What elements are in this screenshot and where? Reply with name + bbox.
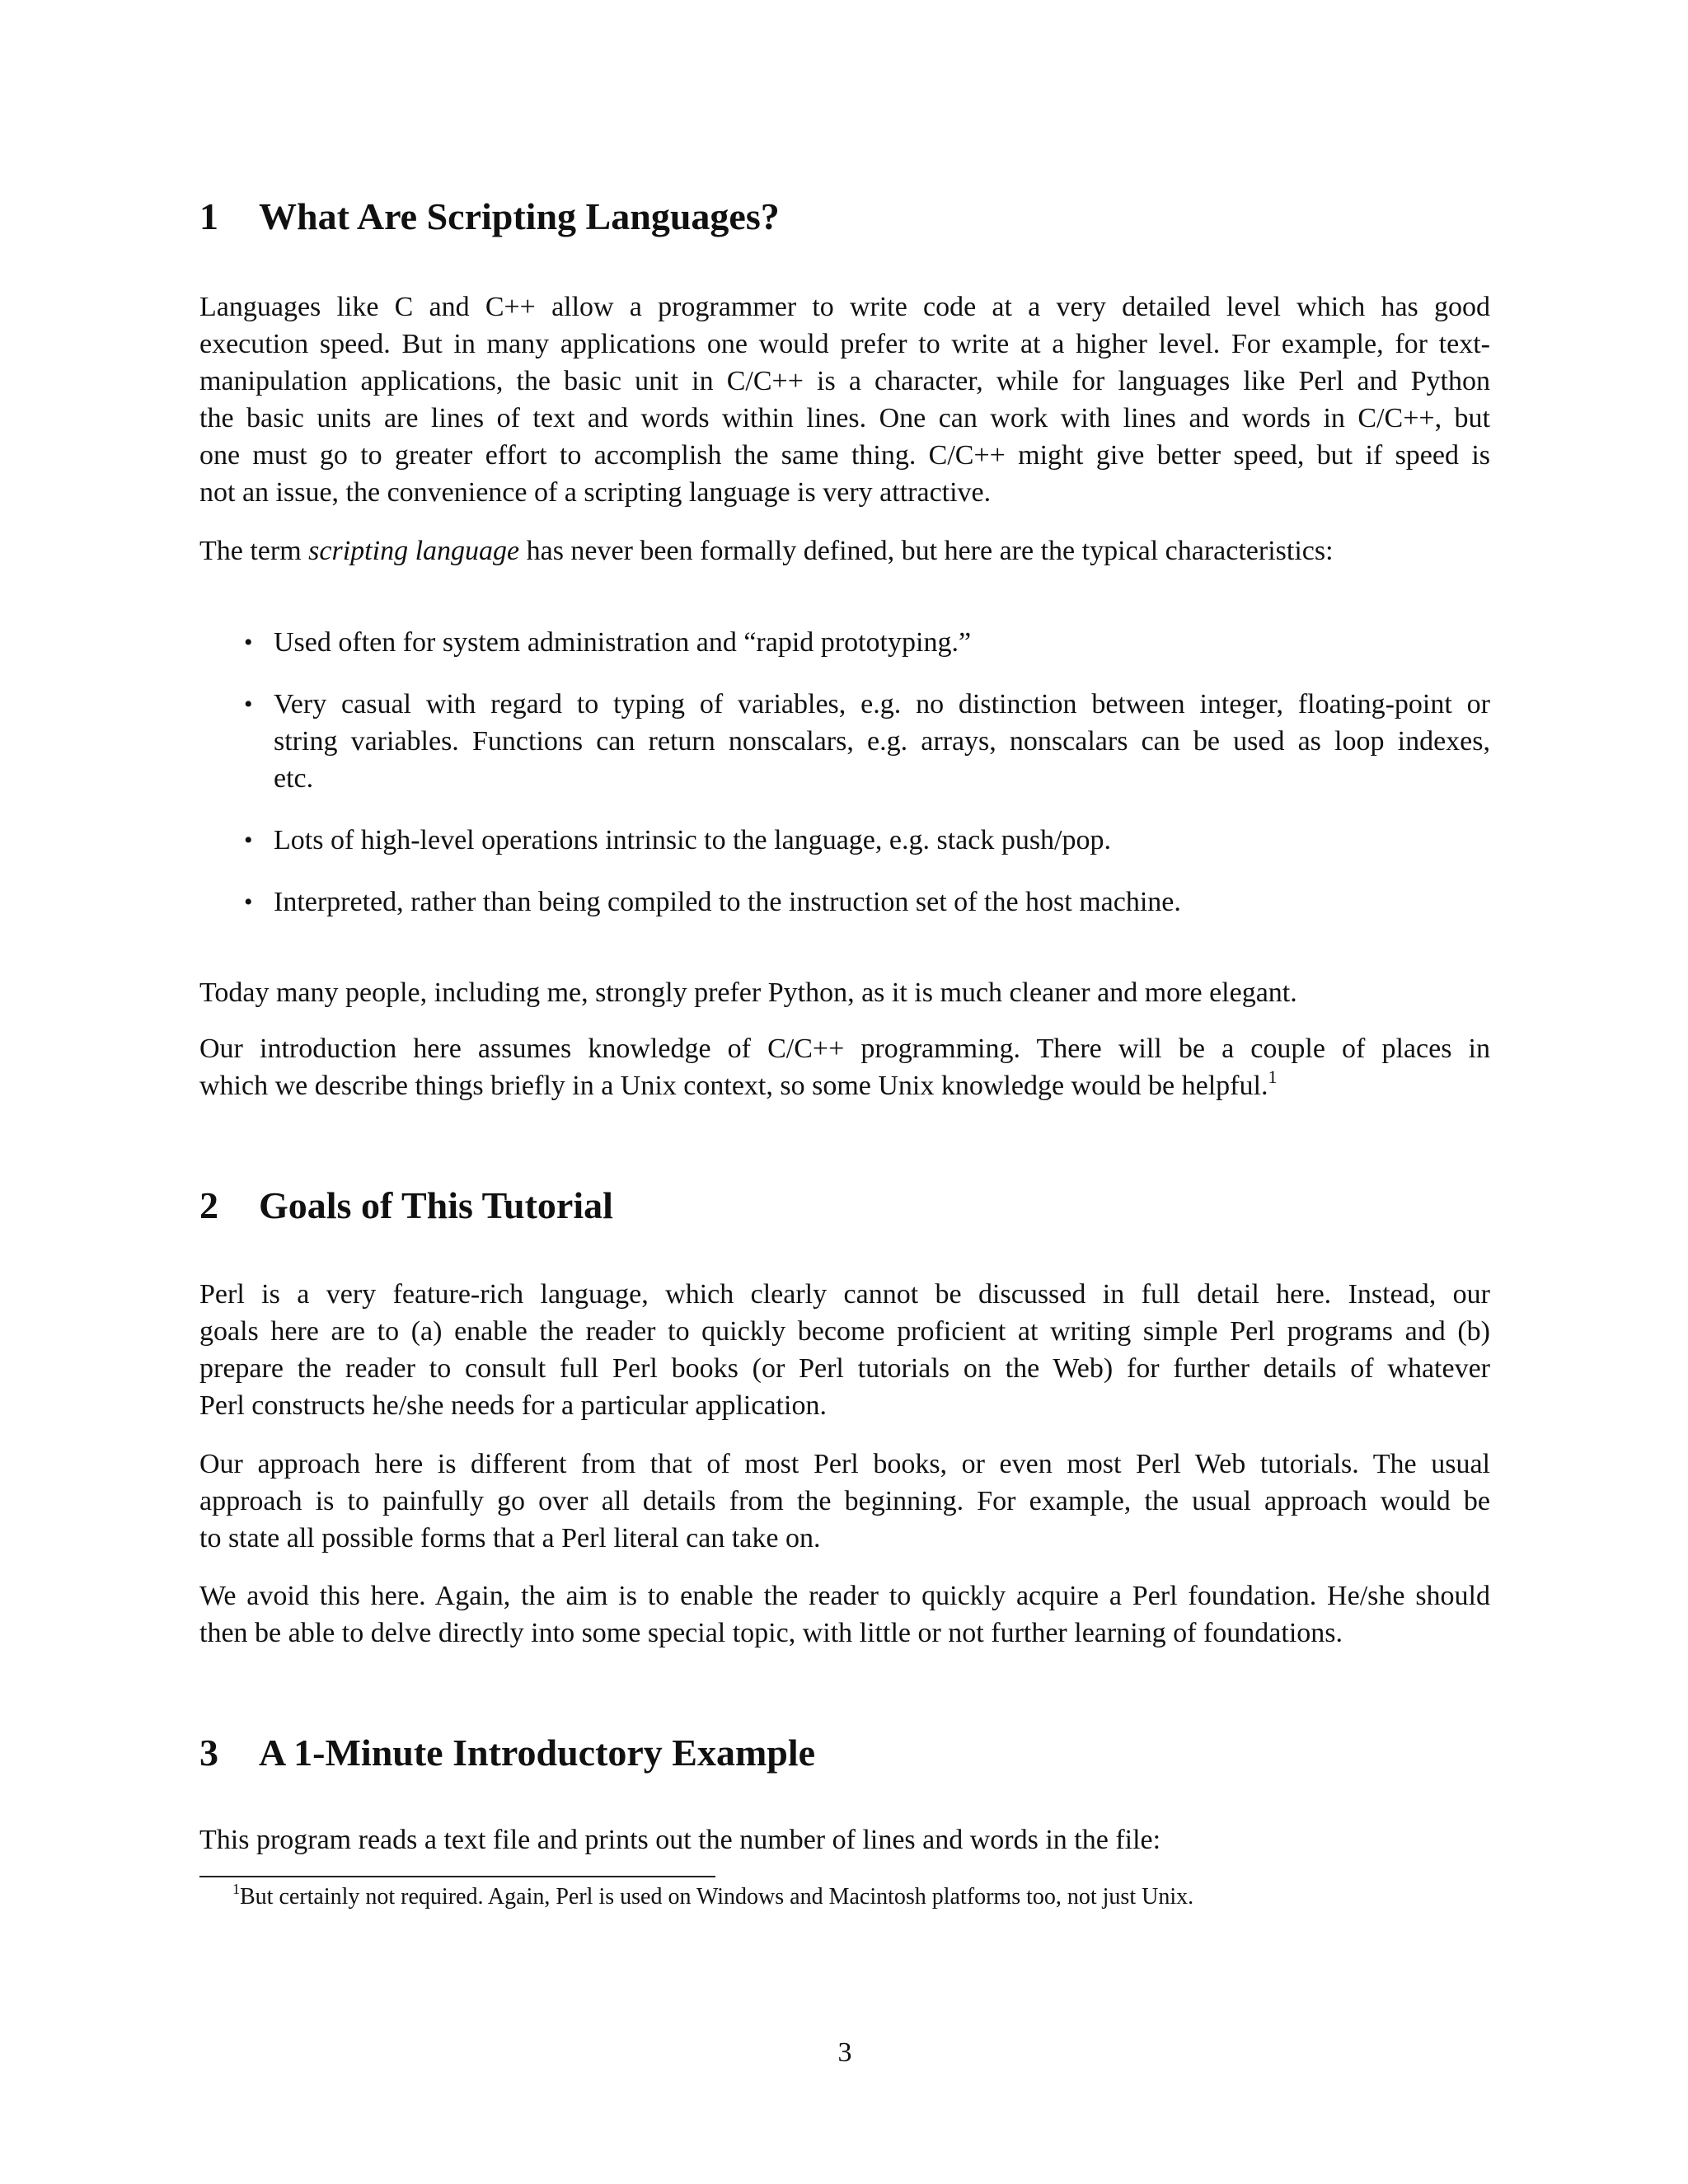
bullet-icon: • [244,691,253,718]
text-line: Our approach here is different from that of most Perl books, or even most Perl Web tutorials. The usual [199,1449,1490,1479]
text-line: to state all possible forms that a Perl literal can take on. [199,1523,821,1554]
paragraph-assumptions [199,1030,1490,1104]
text-line: Very casual with regard to typing of variables, e.g. no distinction between integer, floating-point or [274,689,1490,719]
text-line: manipulation applications, the basic unit in C/C++ is a character, while for languages like Perl and Python [199,366,1490,396]
page-number: 3 [837,2037,852,2068]
text-line [199,1067,1490,1104]
footnote-text: But certainly not required. Again, Perl is used on Windows and Macintosh platforms too, not just Unix. [240,1884,1194,1910]
footnote-marker: 1 [232,1881,240,1897]
term-intro-after: has never been formally defined, but here are the typical characteristics: [519,536,1334,566]
footnote-divider [199,1876,715,1877]
text-line: string variables. Functions can return nonscalars, e.g. arrays, nonscalars can be used as loop indexes, [274,726,1490,757]
text-line: We avoid this here. Again, the aim is to enable the reader to quickly acquire a Perl foundation. He/she should [199,1581,1490,1611]
text-line: the basic units are lines of text and words within lines. One can work with lines and words in C/C++, but [199,403,1490,434]
text-line: execution speed. But in many applications one would prefer to write at a higher level. For example, for text- [199,329,1490,359]
text-line: one must go to greater effort to accomplish the same thing. C/C++ might give better speed, but if speed is [199,440,1490,471]
text-line: prepare the reader to consult full Perl books (or Perl tutorials on the Web) for further details of whatever [199,1353,1490,1384]
text-line: Today many people, including me, strongly prefer Python, as it is much cleaner and more elegant. [199,977,1297,1008]
text-line: goals here are to (a) enable the reader to quickly become proficient at writing simple Perl programs and (b) [199,1316,1490,1347]
text-line: Perl constructs he/she needs for a particular application. [199,1390,827,1421]
text-line: then be able to delve directly into some special topic, with little or not further learning of foundations. [199,1618,1343,1648]
text-line: etc. [274,763,314,794]
section-heading-1 [199,195,780,237]
footnote-reference: 1 [1268,1066,1278,1087]
text-line: approach is to painfully go over all details from the beginning. For example, the usual approach would be [199,1486,1490,1516]
text-line [199,532,1490,569]
paragraph-term-intro [199,532,1490,569]
paragraph-goals [199,1276,1490,1424]
text-line: Lots of high-level operations intrinsic to the language, e.g. stack push/pop. [274,825,1111,855]
text-line: Interpreted, rather than being compiled to the instruction set of the host machine. [274,887,1181,917]
section-number: 2 [199,1184,218,1226]
paragraph-avoid [199,1577,1490,1652]
text-line: Perl is a very feature-rich language, which clearly cannot be discussed in full detail here. Instead, our [199,1279,1490,1310]
section-title: What Are Scripting Languages? [259,195,780,237]
paragraph-example-intro [199,1821,1490,1858]
bullet-icon: • [244,888,253,916]
section-heading-3 [199,1734,815,1772]
paragraph-intro [199,288,1490,511]
text-line-content: which we describe things briefly in a Unix context, so some Unix knowledge would be helpful. [199,1071,1268,1101]
text-line: not an issue, the convenience of a scripting language is very attractive. [199,477,992,508]
bullet-icon: • [244,629,253,656]
paragraph-python [199,974,1490,1011]
text-line: Our introduction here assumes knowledge of C/C++ programming. There will be a couple of places in [199,1033,1490,1064]
section-title: Goals of This Tutorial [259,1184,613,1226]
text-line: This program reads a text file and prints out the number of lines and words in the file: [199,1825,1161,1855]
term-emphasis: scripting language [308,536,520,566]
bullet-icon: • [244,827,253,854]
section-heading-2 [199,1184,613,1226]
paragraph-approach [199,1446,1490,1557]
term-intro-before: The term [199,536,309,566]
section-title: A 1-Minute Introductory Example [259,1732,816,1774]
footnote [232,1882,1193,1912]
section-number: 1 [199,195,218,237]
section-number: 3 [199,1732,218,1774]
text-line: Used often for system administration and “rapid prototyping.” [274,627,972,658]
text-line: Languages like C and C++ allow a programmer to write code at a very detailed level which has good [199,292,1490,322]
